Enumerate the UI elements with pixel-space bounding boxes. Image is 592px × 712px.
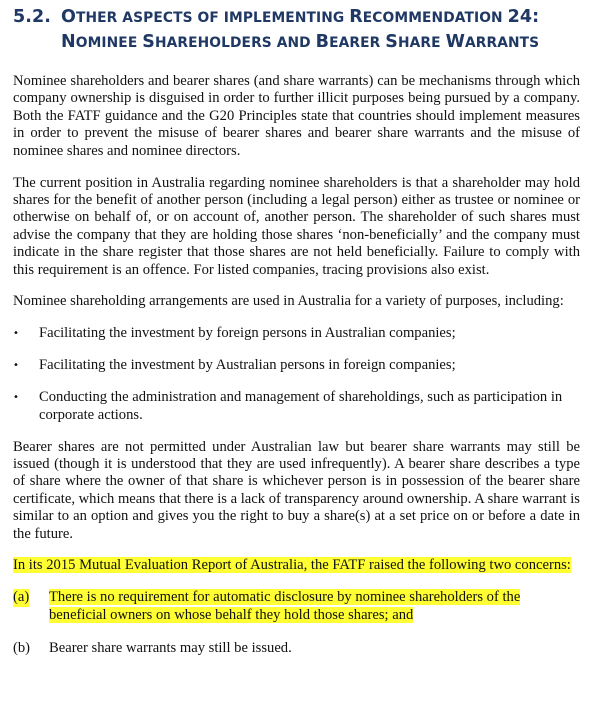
section-heading (13, 5, 580, 55)
purposes-list (13, 325, 580, 424)
highlighted-text: In its 2015 Mutual Evaluation Report of Australia, the FATF raised the following two concerns: (13, 557, 571, 574)
concern-item-a (13, 589, 580, 624)
heading-line-2: NOMINEE SHAREHOLDERS AND BEARER SHARE WARRANTS (61, 32, 540, 52)
heading-line-1: OTHER ASPECTS OF IMPLEMENTING RECOMMENDATION 24: (61, 7, 540, 27)
paragraph-arrangements: Nominee shareholding arrangements are used in Australia for a variety of purposes, including: (13, 293, 564, 310)
concern-label: (b) (13, 640, 31, 657)
list-item-text: Facilitating the investment by Australian persons in foreign companies; (39, 357, 456, 374)
list-item (13, 357, 580, 374)
paragraph-current-position: The current position in Australia regarding nominee shareholders is that a shareholder may hold shares for the benefit of another person (including a legal person) either as trustee or nominee or otherwise on behalf of, or on account of, another person. The shareholder of such shares must advise the company that they are holding those shares ‘non-beneficially’ and the company must indicate in the share register that those shares are not held beneficially. Failure to comply with this requirement is an offence. For listed companies, tracing provisions also exist. (13, 174, 580, 278)
paragraph-fatf-concerns (13, 557, 580, 574)
bullet-icon: • (13, 328, 19, 340)
concern-label: (a) (13, 589, 30, 606)
concern-item-b (13, 640, 580, 657)
paragraph-bearer-shares: Bearer shares are not permitted under Australian law but bearer share warrants may still be issued (though it is understood that they are used infrequently). A bearer share describes a type of share where the owner of that share is whichever person is in possession of the bearer share certificate, which means that there is a lack of transparency around ownership. A share warrant is similar to an option and gives you the right to buy a share(s) at a set price on or before a date in the future. (13, 438, 580, 542)
bullet-icon: • (13, 392, 19, 404)
bullet-icon: • (13, 360, 19, 372)
paragraph-nominee-intro: Nominee shareholders and bearer shares (and share warrants) can be mechanisms through which company ownership is disguised in order to further illicit purposes being pursued by a company. Both the FATF guidance and the G20 Principles state that countries should implement measures in order to prevent the misuse of bearer shares and bearer share warrants and the misuse of nominee shares and nominee directors. (13, 73, 580, 159)
list-item (13, 389, 580, 424)
list-item (13, 325, 580, 342)
concern-text: There is no requirement for automatic disclosure by nominee shareholders of the beneficial owners on whose behalf they hold those shares; and (49, 589, 521, 623)
list-item-text: Facilitating the investment by foreign persons in Australian companies; (39, 325, 456, 342)
concern-text: Bearer share warrants may still be issued. (49, 640, 292, 657)
section-number: 5.2. (13, 7, 52, 27)
list-item-text: Conducting the administration and management of shareholdings, such as participation in corporate actions. (39, 389, 563, 423)
